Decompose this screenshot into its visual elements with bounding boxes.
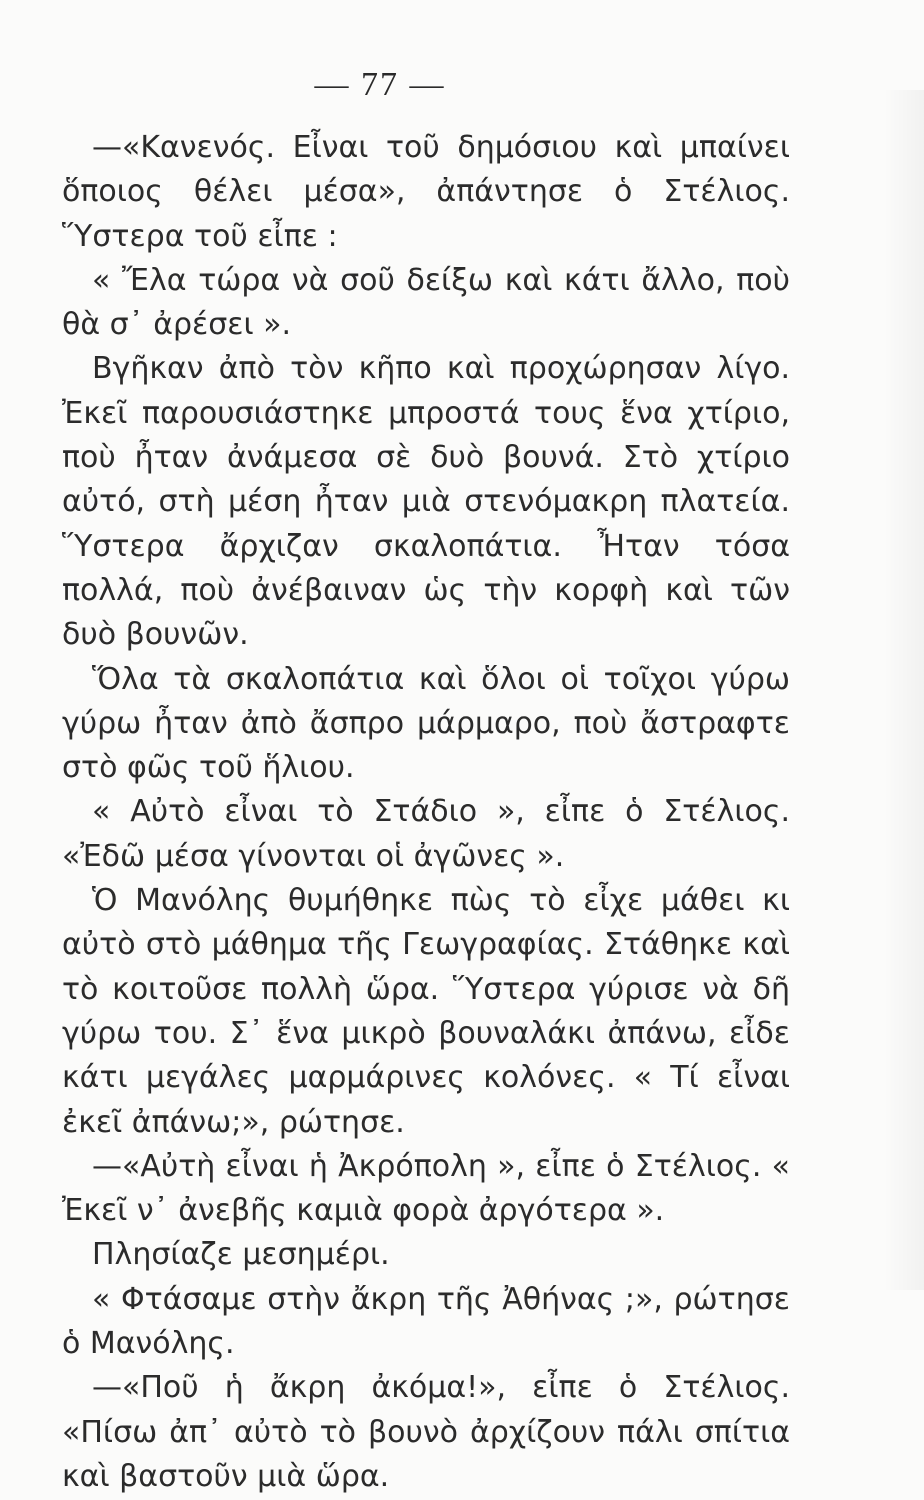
- paragraph: « Αὐτὸ εἶναι τὸ Στάδιο », εἶπε ὁ Στέλιος. «Ἐδῶ μέσα γίνονται οἱ ἀγῶνες ».: [62, 794, 790, 874]
- paragraph: Ὁ Μανόλης θυμήθηκε πὼς τὸ εἶχε μάθει κι αὐτὸ στὸ μάθημα τῆς Γεωγραφίας. Στάθηκε καὶ τὸ κοιτοῦσε πολλὴ ὥρα. Ὕστερα γύρισε νὰ δῆ γύρω του. Σ᾽ ἕνα μικρὸ βουναλάκι ἀπάνω, εἶδε κάτι μεγάλες μαρμάρινες κολόνες. « Τί εἶναι ἐκεῖ ἀπάνω;», ρώτησε.: [62, 883, 790, 1140]
- paragraph: « Φτάσαμε στὴν ἄκρη τῆς Ἀθήνας ;», ρώτησε ὁ Μανόλης.: [62, 1281, 790, 1362]
- paragraph: —«Αὐτὴ εἶναι ἡ Ἀκρόπολη », εἶπε ὁ Στέλιος. « Ἐκεῖ ν᾽ ἀνεβῆς καμιὰ φορὰ ἀργότερα ».: [62, 1148, 790, 1229]
- paragraph: Ὅλα τὰ σκαλοπάτια καὶ ὅλοι οἱ τοῖχοι γύρω γύρω ἦταν ἀπὸ ἄσπρο μάρμαρο, ποὺ ἄστραφτε στὸ φῶς τοῦ ἥλιου.: [62, 661, 790, 786]
- paragraph: « Ἔλα τώρα νὰ σοῦ δείξω καὶ κάτι ἄλλο, ποὺ θὰ σ᾽ ἀρέσει ».: [62, 262, 790, 343]
- page-edge-shadow: [884, 90, 924, 1290]
- paragraph: Πλησίαζε μεσημέρι.: [92, 1237, 390, 1273]
- paragraph: —«Ποῦ ἡ ἄκρη ἀκόμα!», εἶπε ὁ Στέλιος. «Πίσω ἀπ᾽ αὐτὸ τὸ βουνὸ ἀρχίζουν πάλι σπίτια καὶ βαστοῦν μιὰ ὥρα.: [62, 1370, 790, 1494]
- page-number: — 77 —: [314, 66, 446, 103]
- body-text: [62, 126, 790, 1499]
- paragraph: Βγῆκαν ἀπὸ τὸν κῆπο καὶ προχώρησαν λίγο. Ἐκεῖ παρουσιάστηκε μπροστά τους ἕνα χτίριο, ποὺ ἦταν ἀνάμεσα σὲ δυὸ βουνά. Στὸ χτίριο αὐτό, στὴ μέση ἦταν μιὰ στενόμακρη πλατεία. Ὕστερα ἄρχιζαν σκαλοπάτια. Ἦταν τόσα πολλά, ποὺ ἀνέβαιναν ὡς τὴν κορφὴ καὶ τῶν δυὸ βουνῶν.: [62, 351, 790, 653]
- paragraph: —«Κανενός. Εἶναι τοῦ δημόσιου καὶ μπαίνει ὅποιος θέλει μέσα», ἀπάντησε ὁ Στέλιος. Ὕστερα τοῦ εἶπε :: [62, 130, 790, 254]
